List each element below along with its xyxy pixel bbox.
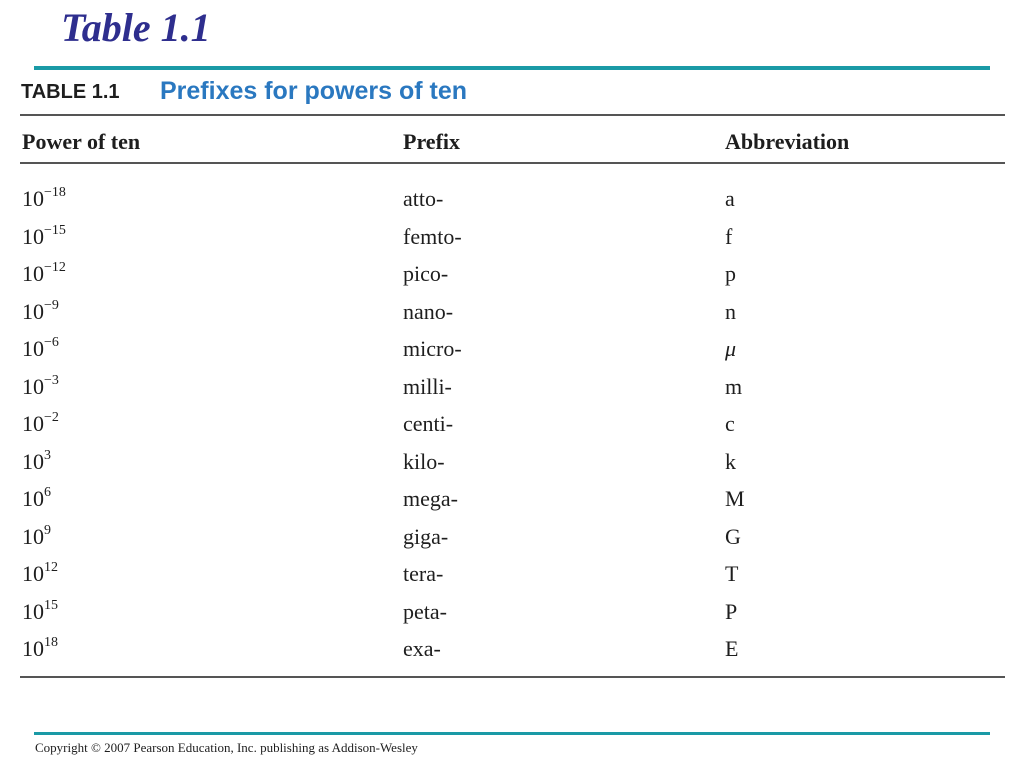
table-row <box>0 368 1024 406</box>
prefix-cell: giga- <box>403 523 449 549</box>
header-power-of-ten: Power of ten <box>22 129 141 154</box>
prefix-cell: femto- <box>403 223 462 249</box>
power-exponent: 3 <box>44 447 51 463</box>
table-caption: Prefixes for powers of ten <box>160 77 468 105</box>
table-row <box>0 293 1024 331</box>
power-cell <box>22 518 51 556</box>
header-prefix: Prefix <box>403 129 461 154</box>
prefix-cell: micro- <box>403 336 462 361</box>
power-base: 10 <box>22 298 44 324</box>
top-accent-rule <box>34 66 990 70</box>
power-exponent: 6 <box>44 485 51 500</box>
abbreviation-cell: p <box>725 261 736 286</box>
table-row <box>0 330 1024 368</box>
power-exponent: 15 <box>44 597 58 613</box>
table-row <box>0 593 1024 631</box>
slide-title: Table 1.1 <box>61 5 211 50</box>
power-cell <box>22 443 51 481</box>
prefix-cell: pico- <box>403 261 449 286</box>
prefix-cell: milli- <box>403 373 452 399</box>
power-exponent: 18 <box>44 635 58 650</box>
power-cell <box>22 255 66 293</box>
bottom-accent-rule <box>34 732 990 735</box>
prefix-cell: tera- <box>403 561 444 586</box>
power-exponent: 9 <box>44 522 51 538</box>
abbreviation-cell: μ <box>725 336 737 361</box>
table-header-rule <box>20 162 1005 164</box>
prefix-cell: kilo- <box>403 448 445 474</box>
power-cell <box>22 555 58 593</box>
table-row <box>0 180 1024 218</box>
abbreviation-cell: P <box>725 598 738 624</box>
abbreviation-cell: n <box>725 298 736 324</box>
prefix-cell: peta- <box>403 598 447 624</box>
power-cell <box>22 293 59 331</box>
table-row <box>0 443 1024 481</box>
abbreviation-cell: T <box>725 561 739 586</box>
abbreviation-cell: k <box>725 448 736 474</box>
abbreviation-cell: M <box>725 486 745 511</box>
abbreviation-cell: f <box>725 223 733 249</box>
abbreviation-cell: c <box>725 411 735 436</box>
power-cell <box>22 330 59 368</box>
power-exponent: −18 <box>44 185 66 200</box>
power-base: 10 <box>22 223 44 249</box>
power-cell <box>22 405 59 443</box>
power-exponent: 12 <box>44 560 58 575</box>
power-base: 10 <box>22 448 44 474</box>
table-row <box>0 218 1024 256</box>
table-row <box>0 630 1024 668</box>
prefix-cell: mega- <box>403 486 458 511</box>
power-exponent: −12 <box>44 260 66 275</box>
power-base: 10 <box>22 598 44 624</box>
power-cell <box>22 630 58 668</box>
table-row <box>0 555 1024 593</box>
power-exponent: −2 <box>44 410 59 425</box>
table-row <box>0 255 1024 293</box>
abbreviation-cell: a <box>725 186 735 211</box>
power-exponent: −3 <box>44 372 59 388</box>
prefix-cell: nano- <box>403 298 454 324</box>
prefix-cell: centi- <box>403 411 454 436</box>
prefix-cell: exa- <box>403 636 441 661</box>
power-cell <box>22 180 66 218</box>
power-cell <box>22 593 58 631</box>
table-body <box>0 180 1024 668</box>
power-cell <box>22 218 66 256</box>
table-bottom-rule <box>20 676 1005 678</box>
power-cell <box>22 480 51 518</box>
power-base: 10 <box>22 636 44 661</box>
power-base: 10 <box>22 411 44 436</box>
power-exponent: −15 <box>44 222 66 238</box>
power-base: 10 <box>22 523 44 549</box>
table-row <box>0 480 1024 518</box>
table-row <box>0 518 1024 556</box>
power-base: 10 <box>22 373 44 399</box>
copyright-notice: Copyright © 2007 Pearson Education, Inc. publishing as Addison-Wesley <box>35 740 418 755</box>
power-base: 10 <box>22 561 44 586</box>
power-exponent: −9 <box>44 297 59 313</box>
power-cell <box>22 368 59 406</box>
abbreviation-cell: m <box>725 373 743 399</box>
table-label: TABLE 1.1 <box>21 81 120 103</box>
abbreviation-cell: E <box>725 636 739 661</box>
table-top-rule <box>20 114 1005 116</box>
table-row <box>0 405 1024 443</box>
power-base: 10 <box>22 186 44 211</box>
power-exponent: −6 <box>44 335 59 350</box>
power-base: 10 <box>22 486 44 511</box>
header-abbreviation: Abbreviation <box>725 129 850 154</box>
abbreviation-cell: G <box>725 523 741 549</box>
prefix-cell: atto- <box>403 186 444 211</box>
power-base: 10 <box>22 261 44 286</box>
power-base: 10 <box>22 336 44 361</box>
